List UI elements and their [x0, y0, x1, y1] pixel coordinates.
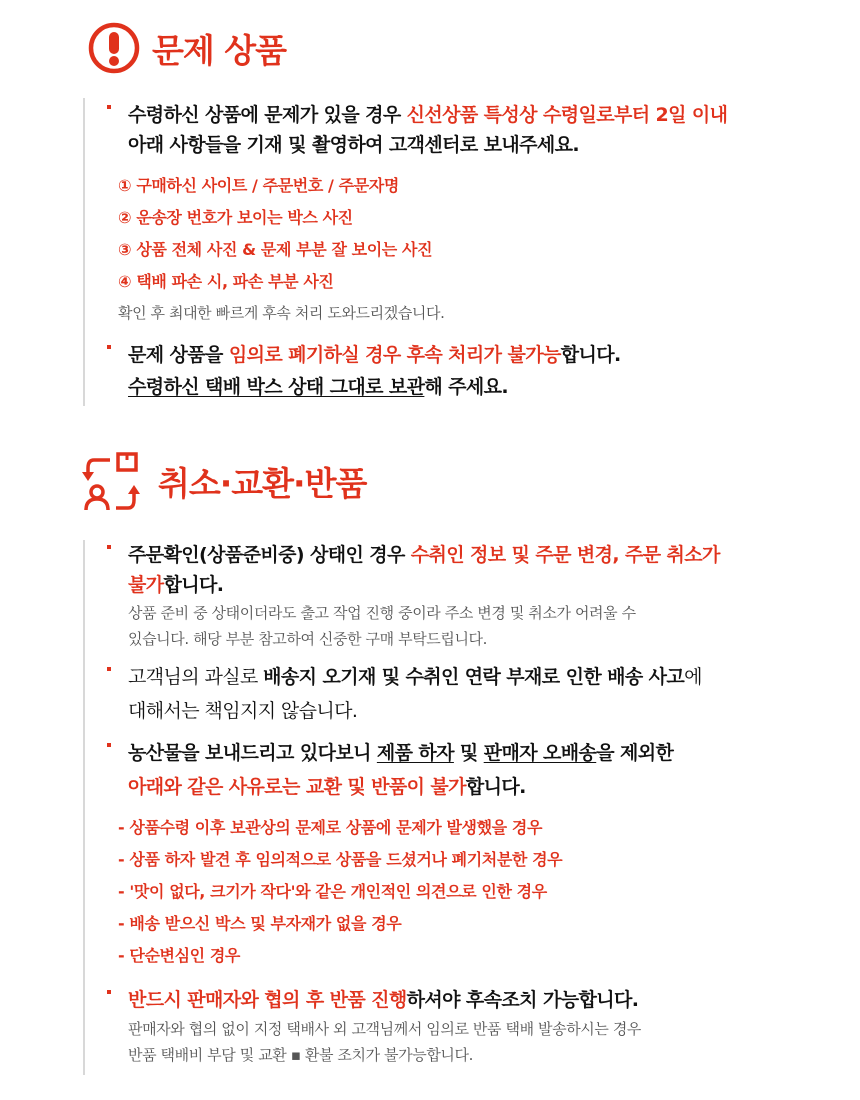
list-item: ③ 상품 전체 사진 & 문제 부분 잘 보이는 사진	[118, 240, 433, 259]
required-info-list	[118, 170, 444, 326]
non-returnable-reasons-list	[118, 812, 562, 972]
bullet-icon	[107, 743, 111, 747]
divider-line	[83, 98, 85, 406]
bullet-icon	[107, 990, 111, 994]
notice-item: 문제 상품을 임의로 폐기하실 경우 후속 처리가 불가능합니다. 수령하신 택배 박스 상태 그대로 보관해 주세요.	[128, 340, 828, 402]
notice-item: 주문확인(상품준비중) 상태인 경우 수취인 정보 및 주문 변경, 주문 취소가 불가합니다. 상품 준비 중 상태이더라도 출고 작업 진행 중이라 주소 변경 및 취소가 어려울 수 있습니다. 해당 부분 참고하여 신중한 구매 부탁드립니다.	[128, 540, 828, 652]
note-text: 판매자와 협의 없이 지정 택배사 외 고객님께서 임의로 반품 택배 발송하시는 경우	[128, 1020, 642, 1038]
list-item: - '맛이 없다, 크기가 작다'와 같은 개인적인 의견으로 인한 경우	[118, 882, 547, 901]
note-text: 상품 준비 중 상태이더라도 출고 작업 진행 중이라 주소 변경 및 취소가 어려울 수	[128, 604, 636, 622]
list-item: - 상품수령 이후 보관상의 문제로 상품에 문제가 발생했을 경우	[118, 818, 543, 837]
section-heading: 문제 상품	[152, 30, 287, 70]
bullet-icon	[107, 105, 111, 109]
notice-item: 반드시 판매자와 협의 후 반품 진행하셔야 후속조치 가능합니다. 판매자와 협의 없이 지정 택배사 외 고객님께서 임의로 반품 택배 발송하시는 경우 반품 택배비 부담 및 교환 ▪ 환불 조치가 불가능합니다.	[128, 985, 828, 1068]
list-item: - 단순변심인 경우	[118, 946, 240, 965]
bullet-icon	[107, 667, 111, 671]
bullet-icon	[107, 545, 111, 549]
section-title-cancel-exchange-return	[82, 450, 366, 512]
list-item: ② 운송장 번호가 보이는 박스 사진	[118, 208, 353, 227]
notice-item: 고객님의 과실로 배송지 오기재 및 수취인 연락 부재로 인한 배송 사고에 대해서는 책임지지 않습니다.	[128, 662, 828, 726]
notice-item: 농산물을 보내드리고 있다보니 제품 하자 및 판매자 오배송을 제외한 아래와 같은 사유로는 교환 및 반품이 불가합니다.	[128, 738, 828, 802]
list-item: ④ 택배 파손 시, 파손 부분 사진	[118, 272, 334, 291]
exclamation-circle-icon	[86, 20, 142, 76]
section-title-problem	[86, 20, 286, 76]
return-exchange-icon	[82, 450, 150, 512]
list-item: - 상품 하자 발견 후 임의적으로 상품을 드셨거나 폐기처분한 경우	[118, 850, 563, 869]
note-text: 확인 후 최대한 빠르게 후속 처리 도와드리겠습니다.	[118, 304, 445, 322]
list-item: ① 구매하신 사이트 / 주문번호 / 주문자명	[118, 176, 399, 195]
list-item: - 배송 받으신 박스 및 부자재가 없을 경우	[118, 914, 402, 933]
section-heading: 취소·교환·반품	[158, 463, 367, 503]
bullet-icon	[107, 345, 111, 349]
note-text: 있습니다. 해당 부분 참고하여 신중한 구매 부탁드립니다.	[128, 630, 488, 648]
notice-item: 수령하신 상품에 문제가 있을 경우 신선상품 특성상 수령일로부터 2일 이내 아래 사항들을 기재 및 촬영하여 고객센터로 보내주세요.	[128, 100, 828, 160]
note-text: 반품 택배비 부담 및 교환 ▪ 환불 조치가 불가능합니다.	[128, 1046, 473, 1064]
divider-line	[83, 540, 85, 1075]
